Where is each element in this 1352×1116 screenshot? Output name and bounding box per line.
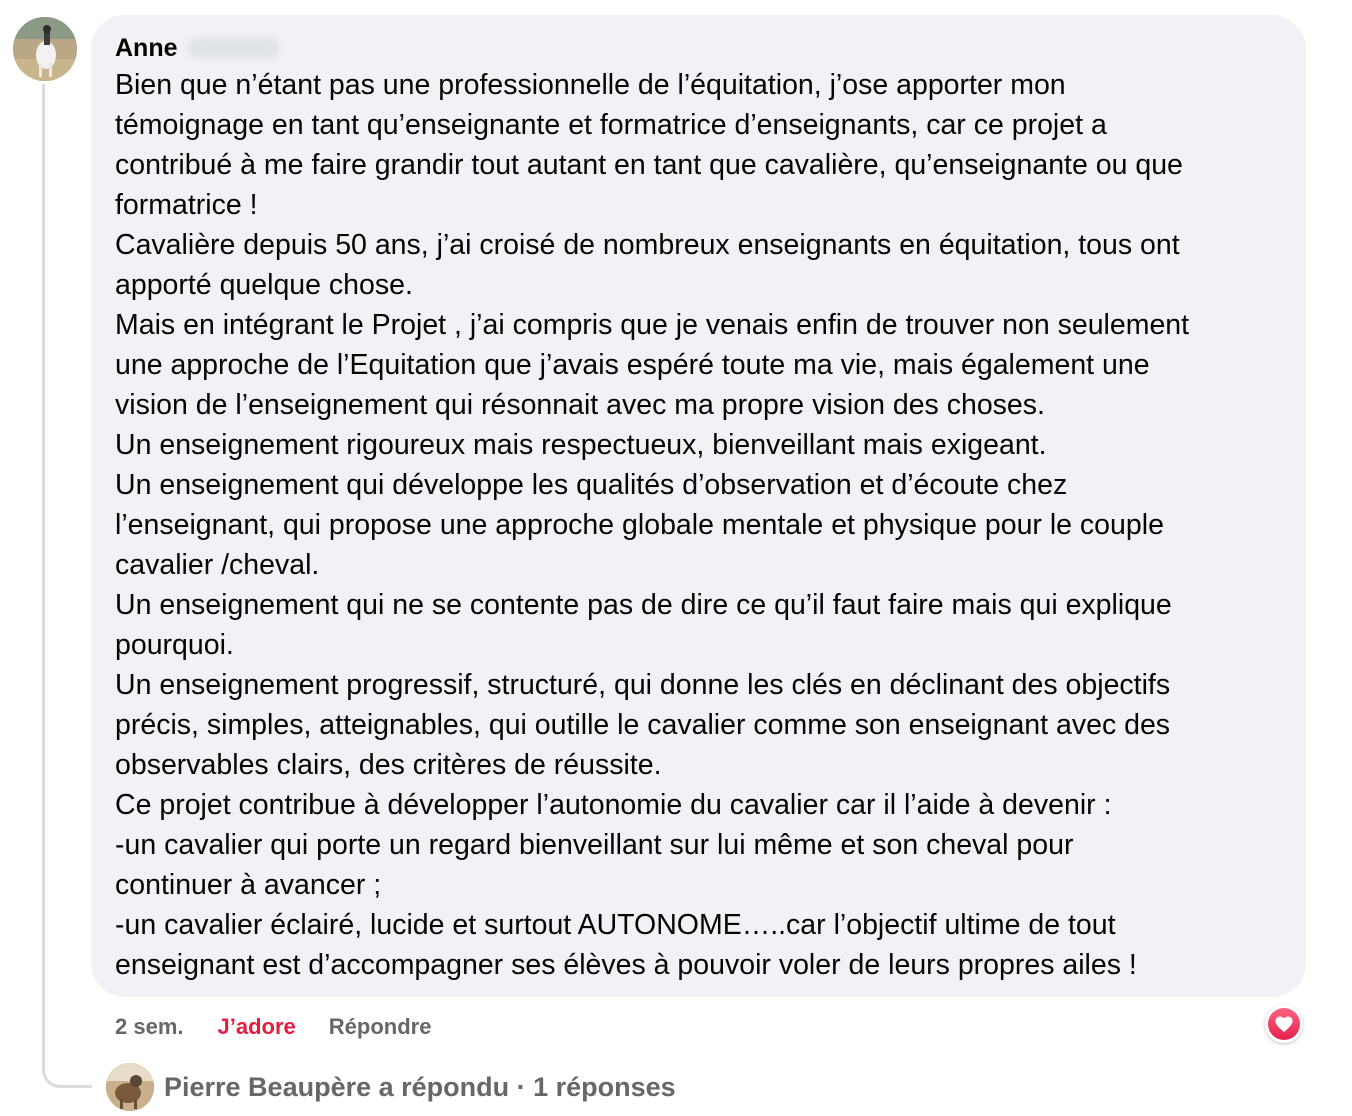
comment-author-name[interactable]: Anne bbox=[115, 33, 178, 62]
comment-actions bbox=[115, 1010, 431, 1044]
comment-line: continuer à avancer ; bbox=[115, 869, 382, 901]
comment-text bbox=[115, 65, 1282, 985]
comment-line: Mais en intégrant le Projet , j’ai compris que je venais enfin de trouver non seulement bbox=[115, 309, 1190, 341]
comment-line: Un enseignement rigoureux mais respectueux, bienveillant mais exigeant. bbox=[115, 429, 1047, 461]
comment-line: cavalier /cheval. bbox=[115, 549, 320, 581]
love-reaction-button[interactable]: J’adore bbox=[217, 1014, 296, 1039]
comment-author-row bbox=[115, 33, 1282, 63]
comment-line: l’enseignant, qui propose une approche globale mentale et physique pour le couple bbox=[115, 509, 1164, 541]
comment-timestamp[interactable]: 2 sem. bbox=[115, 1014, 184, 1039]
replies-summary[interactable]: Pierre Beaupère a répondu · 1 réponses bbox=[164, 1071, 676, 1102]
comment-line: contribué à me faire grandir tout autant en tant que cavalière, qu’enseignante ou que bbox=[115, 149, 1183, 181]
heart-icon bbox=[1268, 1008, 1300, 1040]
comment-line: Un enseignement qui ne se contente pas de dire ce qu’il faut faire mais qui explique bbox=[115, 589, 1172, 621]
comment-line: Bien que n’étant pas une professionnelle de l’équitation, j’ose apporter mon bbox=[115, 69, 1066, 101]
comment-line: Un enseignement progressif, structuré, qui donne les clés en déclinant des objectifs bbox=[115, 669, 1171, 701]
comment-line: pourquoi. bbox=[115, 629, 234, 661]
comment-line: -un cavalier éclairé, lucide et surtout AUTONOME…..car l’objectif ultime de tout bbox=[115, 909, 1116, 941]
view-replies-link[interactable] bbox=[106, 1062, 676, 1112]
author-avatar[interactable] bbox=[13, 17, 77, 81]
comment-bubble bbox=[91, 15, 1306, 997]
comment-line: Cavalière depuis 50 ans, j’ai croisé de nombreux enseignants en équitation, tous ont bbox=[115, 229, 1180, 261]
user-avatar-horse-rider-icon bbox=[13, 17, 77, 81]
comment-line: formatrice ! bbox=[115, 189, 258, 221]
reply-button[interactable]: Répondre bbox=[328, 1014, 432, 1039]
comment-line: observables clairs, des critères de réussite. bbox=[115, 749, 662, 781]
author-lastname-blurred bbox=[188, 38, 280, 58]
comment-line: une approche de l’Equitation que j’avais espéré toute ma vie, mais également une bbox=[115, 349, 1150, 381]
replier-avatar-icon bbox=[106, 1063, 154, 1111]
comment-line: apporté quelque chose. bbox=[115, 269, 413, 301]
reaction-badge[interactable] bbox=[1265, 1005, 1303, 1043]
comment-line: Un enseignement qui développe les qualités d’observation et d’écoute chez bbox=[115, 469, 1068, 501]
comment-line: -un cavalier qui porte un regard bienveillant sur lui même et son cheval pour bbox=[115, 829, 1074, 861]
comment-line: précis, simples, atteignables, qui outille le cavalier comme son enseignant avec des bbox=[115, 709, 1171, 741]
thread-connector-line bbox=[42, 84, 92, 1088]
comment-line: enseignant est d’accompagner ses élèves à pouvoir voler de leurs propres ailes ! bbox=[115, 949, 1137, 981]
replier-avatar[interactable] bbox=[106, 1063, 154, 1111]
comment-line: vision de l’enseignement qui résonnait avec ma propre vision des choses. bbox=[115, 389, 1045, 421]
comment-line: témoignage en tant qu’enseignante et formatrice d’enseignants, car ce projet a bbox=[115, 109, 1107, 141]
comment-line: Ce projet contribue à développer l’autonomie du cavalier car il l’aide à devenir : bbox=[115, 789, 1112, 821]
